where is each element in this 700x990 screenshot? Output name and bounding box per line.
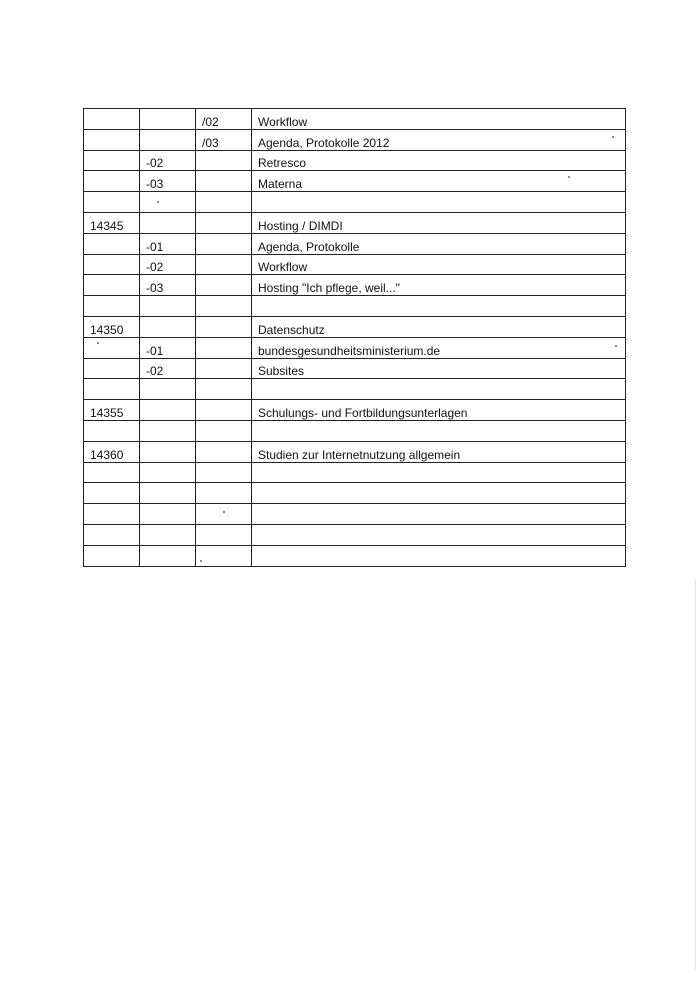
table-row — [84, 233, 626, 254]
cell-sub-sub-number — [196, 504, 252, 525]
scan-speck — [612, 136, 614, 138]
cell-title: bundesgesundheitsministerium.de — [252, 337, 626, 358]
cell-title: Workflow — [252, 254, 626, 275]
cell-title — [252, 379, 626, 400]
table-row — [84, 379, 626, 400]
cell-number: 14350 — [84, 316, 140, 337]
table-row — [84, 545, 626, 566]
table-row — [84, 150, 626, 171]
cell-sub-sub-number — [196, 212, 252, 233]
cell-number: 14360 — [84, 441, 140, 462]
cell-sub-sub-number — [196, 379, 252, 400]
cell-sub-sub-number — [196, 483, 252, 504]
table-row — [84, 254, 626, 275]
scan-edge-line — [695, 580, 696, 970]
scan-speck — [157, 201, 159, 203]
cell-number: 14355 — [84, 400, 140, 421]
cell-number — [84, 150, 140, 171]
table-row — [84, 192, 626, 213]
cell-sub-number: -02 — [140, 150, 196, 171]
table-row — [84, 400, 626, 421]
cell-sub-number: -03 — [140, 275, 196, 296]
cell-title — [252, 504, 626, 525]
cell-sub-number — [140, 504, 196, 525]
cell-sub-sub-number — [196, 400, 252, 421]
cell-title: Agenda, Protokolle 2012 — [252, 129, 626, 150]
cell-sub-number — [140, 400, 196, 421]
cell-number — [84, 109, 140, 130]
cell-title — [252, 483, 626, 504]
cell-sub-number — [140, 524, 196, 545]
cell-sub-number: -01 — [140, 233, 196, 254]
table-row — [84, 483, 626, 504]
register-table — [83, 108, 626, 567]
cell-number — [84, 129, 140, 150]
cell-number — [84, 233, 140, 254]
scan-speck — [97, 342, 99, 344]
cell-number — [84, 545, 140, 566]
cell-sub-number — [140, 316, 196, 337]
cell-sub-sub-number — [196, 316, 252, 337]
cell-title: Agenda, Protokolle — [252, 233, 626, 254]
table-row — [84, 337, 626, 358]
cell-number — [84, 171, 140, 192]
cell-title: Workflow — [252, 109, 626, 130]
cell-sub-sub-number — [196, 275, 252, 296]
cell-number — [84, 504, 140, 525]
cell-number — [84, 296, 140, 317]
cell-sub-number — [140, 109, 196, 130]
cell-sub-number: -01 — [140, 337, 196, 358]
table-row — [84, 109, 626, 130]
scan-speck — [568, 176, 570, 178]
table-row — [84, 296, 626, 317]
cell-sub-sub-number — [196, 192, 252, 213]
scan-speck — [615, 345, 617, 347]
cell-sub-sub-number — [196, 296, 252, 317]
cell-title: Subsites — [252, 358, 626, 379]
cell-sub-sub-number: /03 — [196, 129, 252, 150]
scan-speck — [200, 560, 202, 562]
cell-sub-number — [140, 441, 196, 462]
cell-title: Datenschutz — [252, 316, 626, 337]
cell-sub-sub-number — [196, 171, 252, 192]
cell-sub-number — [140, 129, 196, 150]
cell-sub-sub-number — [196, 150, 252, 171]
table-row — [84, 420, 626, 441]
cell-sub-number — [140, 483, 196, 504]
cell-title: Hosting "Ich pflege, weil..." — [252, 275, 626, 296]
cell-title: Hosting / DIMDI — [252, 212, 626, 233]
register-table-body — [84, 109, 626, 567]
table-row — [84, 316, 626, 337]
cell-title: Schulungs- und Fortbildungsunterlagen — [252, 400, 626, 421]
cell-sub-number: -03 — [140, 171, 196, 192]
cell-sub-number — [140, 192, 196, 213]
table-row — [84, 212, 626, 233]
table-row — [84, 171, 626, 192]
cell-sub-number — [140, 545, 196, 566]
cell-sub-number — [140, 420, 196, 441]
cell-sub-number — [140, 296, 196, 317]
cell-number — [84, 337, 140, 358]
cell-title — [252, 545, 626, 566]
cell-title: Retresco — [252, 150, 626, 171]
cell-number — [84, 462, 140, 483]
cell-title — [252, 462, 626, 483]
cell-number — [84, 192, 140, 213]
cell-title — [252, 192, 626, 213]
cell-sub-sub-number — [196, 545, 252, 566]
cell-sub-number: -02 — [140, 254, 196, 275]
cell-sub-sub-number — [196, 462, 252, 483]
cell-number — [84, 483, 140, 504]
table-row — [84, 524, 626, 545]
table-row — [84, 462, 626, 483]
cell-number — [84, 379, 140, 400]
cell-title: Materna — [252, 171, 626, 192]
table-row — [84, 129, 626, 150]
cell-sub-number — [140, 462, 196, 483]
cell-sub-sub-number — [196, 337, 252, 358]
cell-title — [252, 296, 626, 317]
cell-number — [84, 254, 140, 275]
cell-number: 14345 — [84, 212, 140, 233]
cell-sub-sub-number: /02 — [196, 109, 252, 130]
cell-sub-sub-number — [196, 233, 252, 254]
cell-sub-sub-number — [196, 254, 252, 275]
cell-number — [84, 420, 140, 441]
scan-speck — [223, 511, 225, 513]
cell-title: Studien zur Internetnutzung allgemein — [252, 441, 626, 462]
cell-number — [84, 358, 140, 379]
cell-title — [252, 420, 626, 441]
cell-sub-sub-number — [196, 420, 252, 441]
cell-title — [252, 524, 626, 545]
cell-sub-number — [140, 212, 196, 233]
cell-number — [84, 524, 140, 545]
cell-sub-number: -02 — [140, 358, 196, 379]
cell-sub-sub-number — [196, 441, 252, 462]
table-row — [84, 358, 626, 379]
table-row — [84, 441, 626, 462]
table-row — [84, 504, 626, 525]
cell-sub-sub-number — [196, 524, 252, 545]
cell-number — [84, 275, 140, 296]
table-row — [84, 275, 626, 296]
cell-sub-sub-number — [196, 358, 252, 379]
cell-sub-number — [140, 379, 196, 400]
